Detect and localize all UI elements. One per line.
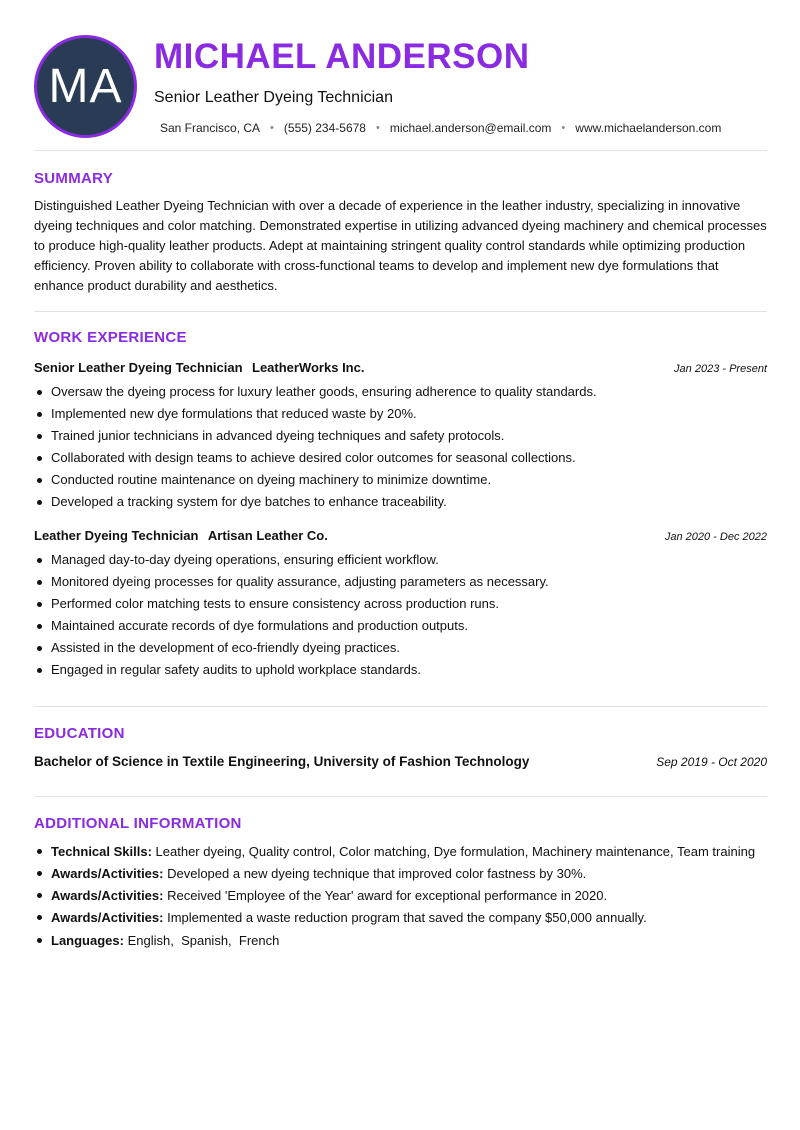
contact-email[interactable]: michael.anderson@email.com (389, 121, 552, 135)
education-entry (34, 754, 767, 769)
job-date: Jan 2023 - Present (674, 363, 767, 375)
divider (34, 311, 767, 312)
divider (34, 796, 767, 797)
list-item: Assisted in the development of eco-friendly dyeing practices. (34, 638, 767, 660)
dot-separator-icon: • (270, 122, 274, 134)
list-item: Managed day-to-day dyeing operations, ensuring efficient workflow. (34, 550, 767, 572)
list-item: Trained junior technicians in advanced dyeing techniques and safety protocols. (34, 426, 767, 448)
item-text: Leather dyeing, Quality control, Color matching, Dye formulation, Machinery maintenance, Team training (155, 844, 756, 859)
section-title-additional: ADDITIONAL INFORMATION (34, 815, 242, 832)
list-item: Implemented new dye formulations that reduced waste by 20%. (34, 404, 767, 426)
list-item: Collaborated with design teams to achieve desired color outcomes for seasonal collections. (34, 448, 767, 470)
job-header (34, 359, 767, 377)
contact-website[interactable]: www.michaelanderson.com (575, 121, 722, 135)
job-role: Senior Leather Dyeing Technician (34, 360, 243, 375)
list-item (34, 842, 767, 861)
candidate-name: MICHAEL ANDERSON (154, 37, 530, 76)
education-date: Sep 2019 - Oct 2020 (656, 755, 767, 769)
summary-text: Distinguished Leather Dyeing Technician with over a decade of experience in the leather industry, specializing in innovative dyeing techniques and color matching. Demonstrated expertise in utilizing advanced dyeing machinery and chemical processes to produce high-quality leather products. Adept at maintaining stringent quality control standards while optimizing production efficiency. Proven ability to collaborate with cross-functional teams to develop and implement new dye formulations that enhance product durability and aesthetics. (34, 198, 767, 293)
divider (34, 150, 767, 151)
list-item: Conducted routine maintenance on dyeing machinery to minimize downtime. (34, 470, 767, 492)
contact-phone: (555) 234-5678 (283, 121, 366, 135)
item-label: Awards/Activities: (51, 910, 164, 925)
section-title-education: EDUCATION (34, 725, 125, 742)
contact-location: San Francisco, CA (160, 121, 261, 135)
item-label: Awards/Activities: (51, 888, 164, 903)
item-text: English, Spanish, French (127, 933, 280, 948)
list-item (34, 931, 767, 950)
item-text: Implemented a waste reduction program that saved the company $50,000 annually. (167, 910, 647, 925)
section-title-summary: SUMMARY (34, 170, 114, 187)
list-item: Developed a tracking system for dye batches to enhance traceability. (34, 492, 767, 514)
list-item (34, 864, 767, 883)
additional-info-list (34, 842, 767, 953)
contact-info (160, 121, 721, 135)
section-title-experience: WORK EXPERIENCE (34, 329, 187, 346)
dot-separator-icon: • (561, 122, 566, 134)
job-company: LeatherWorks Inc. (252, 360, 365, 375)
job-bullets (34, 550, 767, 682)
job-title: Senior Leather Dyeing Technician (154, 89, 393, 106)
item-label: Languages: (51, 933, 124, 948)
job-bullets (34, 382, 767, 514)
item-text: Received 'Employee of the Year' award for exceptional performance in 2020. (167, 888, 608, 903)
list-item: Oversaw the dyeing process for luxury leather goods, ensuring adherence to quality standards. (34, 382, 767, 404)
list-item: Monitored dyeing processes for quality assurance, adjusting parameters as necessary. (34, 572, 767, 594)
job-company: Artisan Leather Co. (207, 528, 328, 543)
job-header (34, 527, 767, 545)
item-label: Technical Skills: (51, 844, 152, 859)
list-item (34, 886, 767, 905)
job-role: Leather Dyeing Technician (34, 528, 199, 543)
avatar-initials: MA (48, 60, 123, 113)
item-text: Developed a new dyeing technique that improved color fastness by 30%. (167, 866, 587, 881)
list-item (34, 908, 767, 927)
education-degree: Bachelor of Science in Textile Engineering, University of Fashion Technology (34, 754, 530, 769)
item-label: Awards/Activities: (51, 866, 164, 881)
dot-separator-icon: • (375, 122, 380, 134)
list-item: Maintained accurate records of dye formulations and production outputs. (34, 616, 767, 638)
divider (34, 706, 767, 707)
avatar (34, 35, 137, 138)
list-item: Engaged in regular safety audits to uphold workplace standards. (34, 660, 767, 682)
list-item: Performed color matching tests to ensure consistency across production runs. (34, 594, 767, 616)
job-date: Jan 2020 - Dec 2022 (664, 531, 767, 543)
